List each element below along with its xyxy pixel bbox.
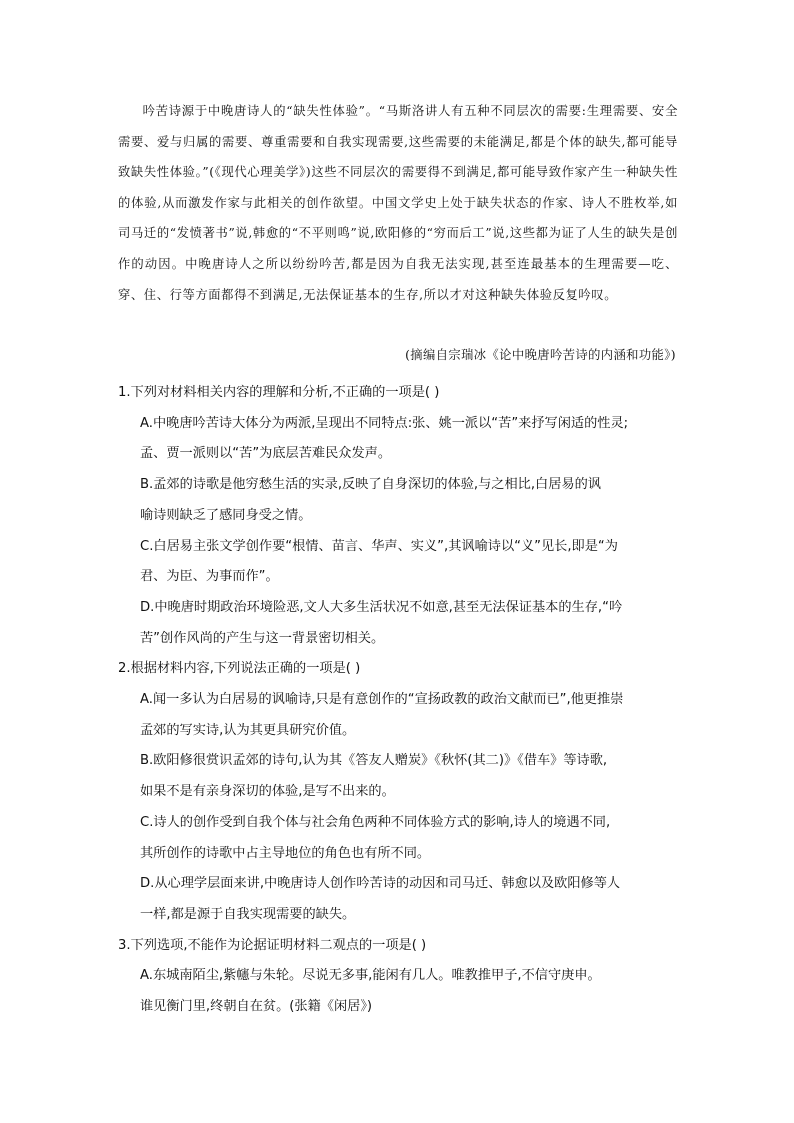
- option-line: 如果不是有亲身深切的体验,是写不出来的。: [140, 784, 395, 800]
- option-line: 君、为臣、为事而作”。: [140, 569, 279, 585]
- option-line: D.中晚唐时期政治环境险恶,文人大多生活状况不如意,甚至无法保证基本的生存,“吟: [140, 599, 623, 615]
- option-line: 孟郊的写实诗,认为其更具研究价值。: [140, 722, 356, 738]
- option-b[interactable]: [118, 470, 684, 531]
- option-line: D.从心理学层面来讲,中晚唐诗人创作吟苦诗的动因和司马迁、韩愈以及欧阳修等人: [140, 876, 621, 892]
- option-d[interactable]: [118, 869, 684, 930]
- material-passage: [118, 96, 678, 310]
- option-line: 喻诗则缺乏了感同身受之情。: [140, 507, 312, 523]
- option-line: C.白居易主张文学创作要“根情、苗言、华声、实义”,其讽喻诗以“义”见长,即是“为: [140, 538, 618, 554]
- question-stem: 2.根据材料内容,下列说法正确的一项是( ): [118, 661, 361, 677]
- option-b[interactable]: [118, 746, 684, 807]
- passage-paragraph: 吟苦诗源于中晚唐诗人的“缺失性体验”。“马斯洛讲人有五种不同层次的需要:生理需要、安全需要、爱与归属的需要、尊重需要和自我实现需要,这些需要的未能满足,都是个体的缺失,都可能导致缺失性体验。”(《现代心理美学》)这些不同层次的需要得不到满足,都可能导致作家产生一种缺失性的体验,从而激发作家与此相关的创作欲望。中国文学史上处于缺失状态的作家、诗人不胜枚举,如司马迁的“发愤著书”说,韩愈的“不平则鸣”说,欧阳修的“穷而后工”说,这些都为证了人生的缺失是创作的动因。中晚唐诗人之所以纷纷吟苦,都是因为自我无法实现,甚至连最基本的生理需要—吃、穿、住、行等方面都得不到满足,无法保证基本的生存,所以才对这种缺失体验反复吟叹。: [118, 104, 678, 302]
- option-line: 一样,都是源于自我实现需要的缺失。: [140, 906, 356, 922]
- option-line: A.闻一多认为白居易的讽喻诗,只是有意创作的“宣扬政教的政治文献而已”,他更推崇: [140, 692, 624, 708]
- option-line: C.诗人的创作受到自我个体与社会角色两种不同体验方式的影响,诗人的境遇不同,: [140, 814, 611, 830]
- option-a[interactable]: [118, 685, 684, 746]
- question-list: [118, 378, 684, 1023]
- option-line: B.孟郊的诗歌是他穷愁生活的实录,反映了自身深切的体验,与之相比,白居易的讽: [140, 477, 601, 493]
- question-2: [118, 654, 684, 930]
- option-line: 谁见衡门里,终朝自在贫。(张籍《闲居》): [140, 999, 373, 1015]
- option-c[interactable]: [118, 808, 684, 869]
- option-d[interactable]: [118, 593, 684, 654]
- question-stem: 3.下列选项,不能作为论据证明材料二观点的一项是( ): [118, 937, 427, 953]
- passage-source: (摘编自宗瑞冰《论中晚唐吟苦诗的内涵和功能》): [405, 348, 676, 362]
- option-line: 其所创作的诗歌中占主导地位的角色也有所不同。: [140, 845, 431, 861]
- option-line: A.东城南陌尘,紫幰与朱轮。尽说无多事,能闲有几人。唯教推甲子,不信守庚申。: [140, 968, 601, 984]
- question-1: [118, 378, 684, 654]
- option-line: 孟、贾一派则以“苦”为底层苦难民众发声。: [140, 446, 392, 462]
- option-line: A.中晚唐吟苦诗大体分为两派,呈现出不同特点:张、姚一派以“苦”来抒写闲适的性灵;: [140, 415, 629, 431]
- question-stem: 1.下列对材料相关内容的理解和分析,不正确的一项是( ): [118, 385, 440, 400]
- option-line: 苦”创作风尚的产生与这一背景密切相关。: [140, 630, 385, 646]
- option-c[interactable]: [118, 532, 684, 593]
- option-a[interactable]: [118, 409, 684, 470]
- option-a[interactable]: [118, 961, 684, 1022]
- option-line: B.欧阳修很赏识孟郊的诗句,认为其《答友人赠炭》《秋怀(其二)》《借车》等诗歌,: [140, 753, 608, 769]
- question-3: [118, 931, 684, 1023]
